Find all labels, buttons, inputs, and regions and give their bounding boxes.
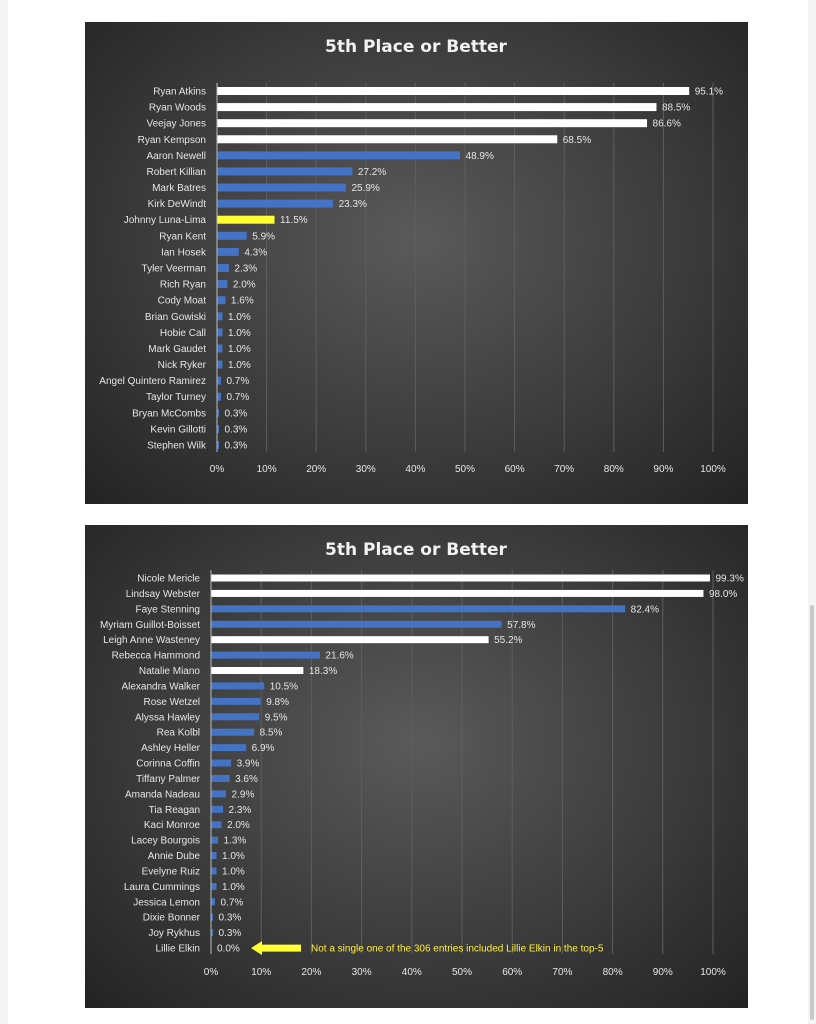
category-label: Ryan Kent — [159, 231, 206, 243]
data-label: 8.5% — [259, 727, 283, 739]
data-label: 1.0% — [222, 866, 245, 878]
chart-title: 5th Place or Better — [325, 540, 507, 560]
x-tick-label: 70% — [552, 967, 573, 978]
category-label: Rea Kolbl — [156, 727, 200, 739]
bar — [218, 87, 690, 95]
category-label: Johnny Luna-Lima — [123, 215, 206, 227]
bar — [212, 760, 232, 767]
data-label: 2.3% — [234, 263, 258, 275]
bar — [212, 605, 626, 612]
bar — [212, 698, 261, 705]
category-label: Jessica Lemon — [133, 897, 200, 909]
data-label: 0.0% — [217, 943, 240, 955]
data-label: 0.7% — [226, 376, 250, 388]
bar — [212, 898, 216, 905]
data-label: 4.3% — [244, 247, 268, 259]
bar — [212, 636, 489, 643]
bar — [218, 200, 334, 208]
bar — [218, 216, 275, 224]
category-label: Kevin Gillotti — [150, 424, 206, 436]
x-tick-label: 50% — [451, 967, 473, 978]
bar — [218, 361, 223, 369]
x-tick-label: 10% — [251, 967, 272, 978]
category-label: Nick Ryker — [157, 360, 206, 372]
data-label: 82.4% — [630, 604, 660, 616]
bar — [212, 837, 219, 844]
x-tick-label: 100% — [700, 967, 726, 978]
data-label: 95.1% — [694, 86, 724, 98]
category-label: Myriam Guillot-Boisset — [99, 619, 200, 631]
bar — [218, 312, 223, 320]
data-label: 0.7% — [220, 897, 244, 909]
bar — [218, 280, 228, 288]
data-label: 1.0% — [227, 360, 251, 372]
category-label: Kaci Monroe — [143, 820, 200, 832]
category-label: Angel Quintero Ramirez — [99, 376, 206, 388]
bar — [212, 652, 320, 659]
category-label: Leigh Anne Wasteney — [103, 635, 200, 647]
x-tick-label: 60% — [504, 464, 525, 475]
bar — [218, 135, 558, 143]
x-tick-label: 90% — [652, 967, 673, 978]
category-label: Tyler Veerman — [141, 263, 206, 275]
data-label: 88.5% — [661, 102, 691, 114]
data-label: 1.3% — [223, 835, 247, 847]
data-label: 99.3% — [715, 573, 744, 585]
bar — [212, 790, 227, 797]
bar — [218, 328, 223, 336]
data-label: 2.0% — [232, 279, 256, 291]
category-label: Rebecca Hammond — [111, 650, 200, 662]
bar — [212, 744, 247, 751]
bar — [218, 184, 346, 192]
data-label: 21.6% — [325, 650, 354, 662]
category-label: Hobie Call — [159, 327, 206, 339]
bar — [218, 296, 226, 304]
category-label: Alexandra Walker — [121, 681, 200, 693]
chart-panel-men — [85, 22, 748, 504]
category-label: Veejay Jones — [146, 118, 206, 130]
x-tick-label: 50% — [454, 464, 476, 475]
category-label: Rose Wetzel — [143, 696, 200, 708]
bar — [212, 929, 214, 936]
data-label: 86.6% — [652, 118, 681, 130]
bar — [212, 621, 502, 628]
data-label: 1.6% — [230, 295, 254, 307]
category-label: Bryan McCombs — [132, 408, 206, 420]
bar — [218, 425, 219, 433]
data-label: 1.0% — [227, 311, 251, 323]
category-label: Tia Reagan — [148, 804, 200, 816]
bar — [218, 167, 353, 175]
category-label: Alyssa Hawley — [134, 712, 200, 724]
data-label: 0.3% — [224, 408, 248, 420]
category-label: Lindsay Webster — [125, 588, 200, 600]
bar — [212, 821, 222, 828]
data-label: 0.3% — [218, 928, 242, 940]
data-label: 1.0% — [227, 327, 251, 339]
data-label: 2.3% — [228, 804, 252, 816]
x-tick-label: 10% — [256, 464, 277, 475]
bar — [212, 867, 217, 874]
category-label: Robert Killian — [146, 166, 206, 178]
category-label: Ryan Woods — [148, 102, 206, 114]
data-label: 68.5% — [562, 134, 592, 146]
data-label: 48.9% — [465, 150, 494, 162]
data-label: 10.5% — [269, 681, 299, 693]
category-label: Natalie Miano — [138, 666, 200, 678]
category-label: Cody Moat — [157, 295, 206, 307]
category-label: Evelyne Ruiz — [141, 866, 200, 878]
x-tick-label: 30% — [351, 967, 372, 978]
data-label: 11.5% — [280, 215, 308, 227]
category-label: Lacey Bourgois — [131, 835, 200, 847]
bar — [218, 232, 247, 240]
data-label: 1.0% — [227, 343, 251, 355]
category-label: Ryan Atkins — [153, 86, 206, 98]
data-label: 0.3% — [218, 912, 242, 924]
category-label: Amanda Nadeau — [124, 789, 200, 801]
bar — [212, 667, 304, 674]
category-label: Laura Cummings — [123, 881, 200, 893]
data-label: 0.3% — [224, 440, 248, 452]
data-label: 27.2% — [357, 166, 387, 178]
category-label: Faye Stenning — [135, 604, 200, 616]
category-label: Ian Hosek — [160, 247, 206, 259]
x-tick-label: 90% — [653, 464, 674, 475]
bar — [218, 151, 461, 159]
bar — [212, 914, 214, 921]
category-label: Annie Dube — [147, 851, 200, 863]
bar — [218, 393, 221, 401]
data-label: 0.7% — [226, 392, 250, 404]
x-tick-label: 30% — [355, 464, 376, 475]
data-label: 3.6% — [235, 773, 258, 785]
chart-title: 5th Place or Better — [325, 37, 507, 57]
data-label: 6.9% — [251, 743, 275, 755]
category-label: Aaron Newell — [146, 150, 206, 162]
category-label: Lillie Elkin — [155, 943, 200, 955]
bar — [212, 575, 710, 582]
bar — [218, 377, 221, 385]
category-label: Taylor Turney — [145, 392, 206, 404]
data-label: 0.3% — [224, 424, 248, 436]
category-label: Rich Ryan — [159, 279, 206, 291]
x-tick-label: 100% — [700, 464, 726, 475]
category-label: Ryan Kempson — [137, 134, 206, 146]
bar — [212, 590, 704, 597]
document-page — [8, 0, 808, 1024]
x-tick-label: 80% — [603, 464, 624, 475]
data-label: 57.8% — [507, 619, 536, 631]
data-label: 3.9% — [236, 758, 260, 770]
data-label: 2.0% — [227, 820, 250, 832]
bar — [212, 883, 217, 890]
x-tick-label: 0% — [203, 967, 219, 978]
x-tick-label: 0% — [209, 464, 225, 475]
category-label: Ashley Heller — [141, 743, 200, 755]
x-tick-label: 20% — [306, 464, 327, 475]
data-label: 2.9% — [231, 789, 255, 801]
bar — [212, 806, 224, 813]
x-tick-label: 80% — [602, 967, 623, 978]
annotation-text: Not a single one of the 306 entries included Lillie Elkin in the top-5 — [311, 943, 604, 955]
bar — [218, 344, 223, 352]
category-label: Brian Gowiski — [144, 311, 206, 323]
x-tick-label: 20% — [301, 967, 322, 978]
bar — [218, 119, 648, 127]
bar — [218, 248, 239, 256]
data-label: 1.0% — [222, 851, 245, 863]
bar — [218, 103, 657, 111]
category-label: Corinna Coffin — [136, 758, 200, 770]
data-label: 1.0% — [222, 881, 245, 893]
data-label: 98.0% — [708, 588, 738, 600]
bar — [212, 729, 255, 736]
category-label: Joy Rykhus — [148, 928, 200, 940]
category-label: Tiffany Palmer — [136, 773, 200, 785]
x-tick-label: 70% — [554, 464, 575, 475]
x-tick-label: 40% — [401, 967, 422, 978]
vertical-scrollbar[interactable] — [808, 0, 816, 1024]
x-tick-label: 40% — [405, 464, 426, 475]
data-label: 25.9% — [351, 183, 380, 195]
category-label: Dixie Bonner — [142, 912, 200, 924]
data-label: 9.8% — [266, 696, 289, 708]
bar — [218, 264, 229, 272]
category-label: Kirk DeWindt — [147, 199, 206, 211]
bar — [218, 409, 219, 417]
bar — [212, 852, 217, 859]
category-label: Mark Batres — [152, 183, 206, 195]
data-label: 5.9% — [252, 231, 276, 243]
bar — [212, 713, 260, 720]
x-tick-label: 60% — [502, 967, 523, 978]
category-label: Mark Gaudet — [148, 343, 206, 355]
bar — [218, 441, 219, 449]
data-label: 9.5% — [264, 712, 288, 724]
scrollbar-thumb[interactable] — [810, 605, 814, 1020]
data-label: 18.3% — [308, 666, 338, 678]
data-label: 55.2% — [494, 635, 523, 647]
bar — [212, 682, 265, 689]
chart-panel-women — [85, 525, 748, 1008]
bar-chart-men — [85, 22, 748, 504]
bar-chart-women — [85, 525, 748, 1008]
annotation-arrow — [251, 941, 301, 955]
category-label: Stephen Wilk — [147, 440, 206, 452]
data-label: 23.3% — [338, 199, 367, 211]
bar — [212, 775, 230, 782]
category-label: Nicole Mericle — [137, 573, 200, 585]
